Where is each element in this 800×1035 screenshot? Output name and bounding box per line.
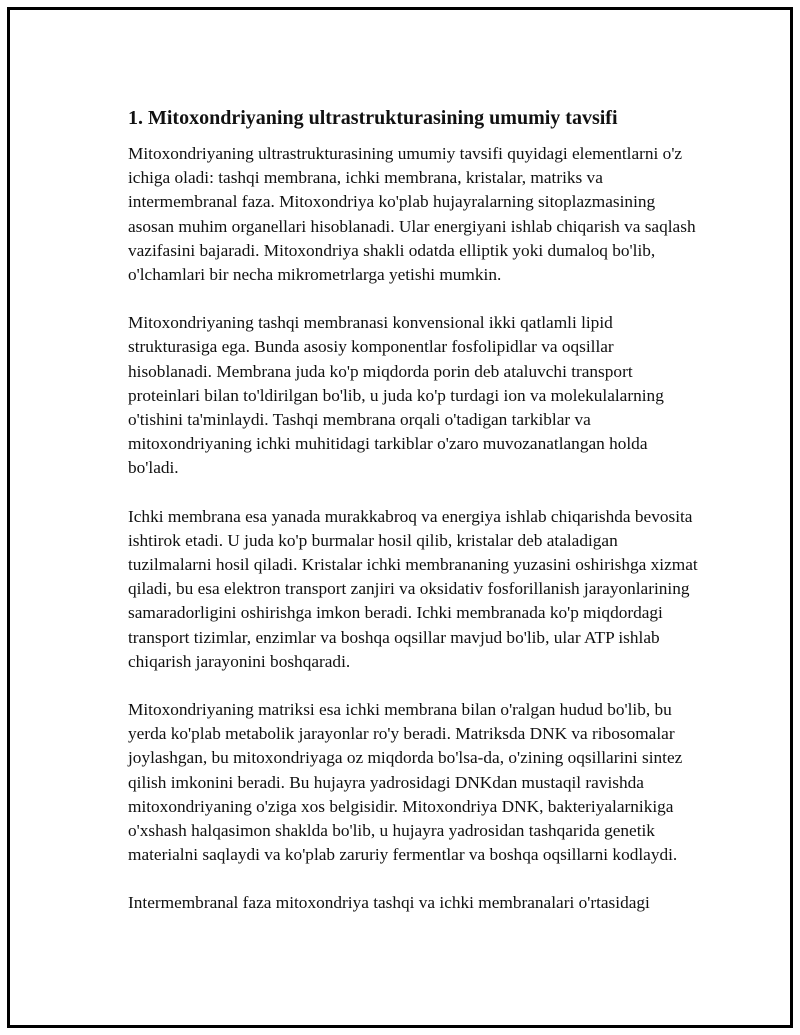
paragraph-overview: Mitoxondriyaning ultrastrukturasining umumiy tavsifi quyidagi elementlarni o'z ichiga oladi: tashqi membrana, ichki membrana, kristalar, matriks va intermembranal faza. Mitoxondriya ko'plab hujayralarning sitoplazmasining asosan muhim organellari hisoblanadi. Ular energiyani ishlab chiqarish va saqlash vazifasini bajaradi. Mitoxondriya shakli odatda elliptik yoki dumaloq bo'lib, o'lchamlari bir necha mikrometrlarga yetishi mumkin. xyxy=(128,144,696,285)
document-body xyxy=(128,104,698,916)
paragraph-outer-membrane: Mitoxondriyaning tashqi membranasi konvensional ikki qatlamli lipid strukturasiga ega. Bunda asosiy komponentlar fosfolipidlar va oqsillar hisoblanadi. Membrana juda ko'p miqdorda porin deb ataluvchi transport proteinlari bilan to'ldirilgan bo'lib, u juda ko'p turdagi ion va molekulalarning o'tishini ta'minlaydi. Tashqi membrana orqali o'tadigan tarkiblar va mitoxondriyaning ichki muhitidagi tarkiblar o'zaro muvozanatlangan holda bo'ladi. xyxy=(128,313,664,478)
paragraph-inner-membrane: Ichki membrana esa yanada murakkabroq va energiya ishlab chiqarishda bevosita ishtirok etadi. U juda ko'p burmalar hosil qilib, kristalar deb ataladigan tuzilmalarni hosil qiladi. Kristalar ichki membrananing yuzasini oshirishga xizmat qiladi, bu esa elektron transport zanjiri va oksidativ fosforillanish jarayonlarining samaradorligini oshirishga imkon beradi. Ichki membranada ko'p miqdordagi transport tizimlar, enzimlar va boshqa oqsillar mavjud bo'lib, ular ATP ishlab chiqarish jarayonini boshqaradi. xyxy=(128,506,698,671)
document-page xyxy=(7,7,793,1028)
paragraph-intermembrane-space: Intermembranal faza mitoxondriya tashqi va ichki membranalari o'rtasidagi xyxy=(128,893,650,913)
section-heading: 1. Mitoxondriyaning ultrastrukturasining umumiy tavsifi xyxy=(128,107,618,129)
paragraph-matrix: Mitoxondriyaning matriksi esa ichki membrana bilan o'ralgan hudud bo'lib, bu yerda ko'plab metabolik jarayonlar ro'y beradi. Matriksda DNK va ribosomalar joylashgan, bu mitoxondriyaga oz miqdorda bo'lsa-da, o'zining oqsillarini sintez qilish imkonini beradi. Bu hujayra yadrosidagi DNKdan mustaqil ravishda mitoxondriyaning o'ziga xos belgisidir. Mitoxondriya DNK, bakteriyalarnikiga o'xshash halqasimon shaklda bo'lib, u hujayra yadrosidan tashqarida genetik materialni saqlaydi va ko'plab zaruriy fermentlar va boshqa oqsillarni kodlaydi. xyxy=(128,700,683,865)
